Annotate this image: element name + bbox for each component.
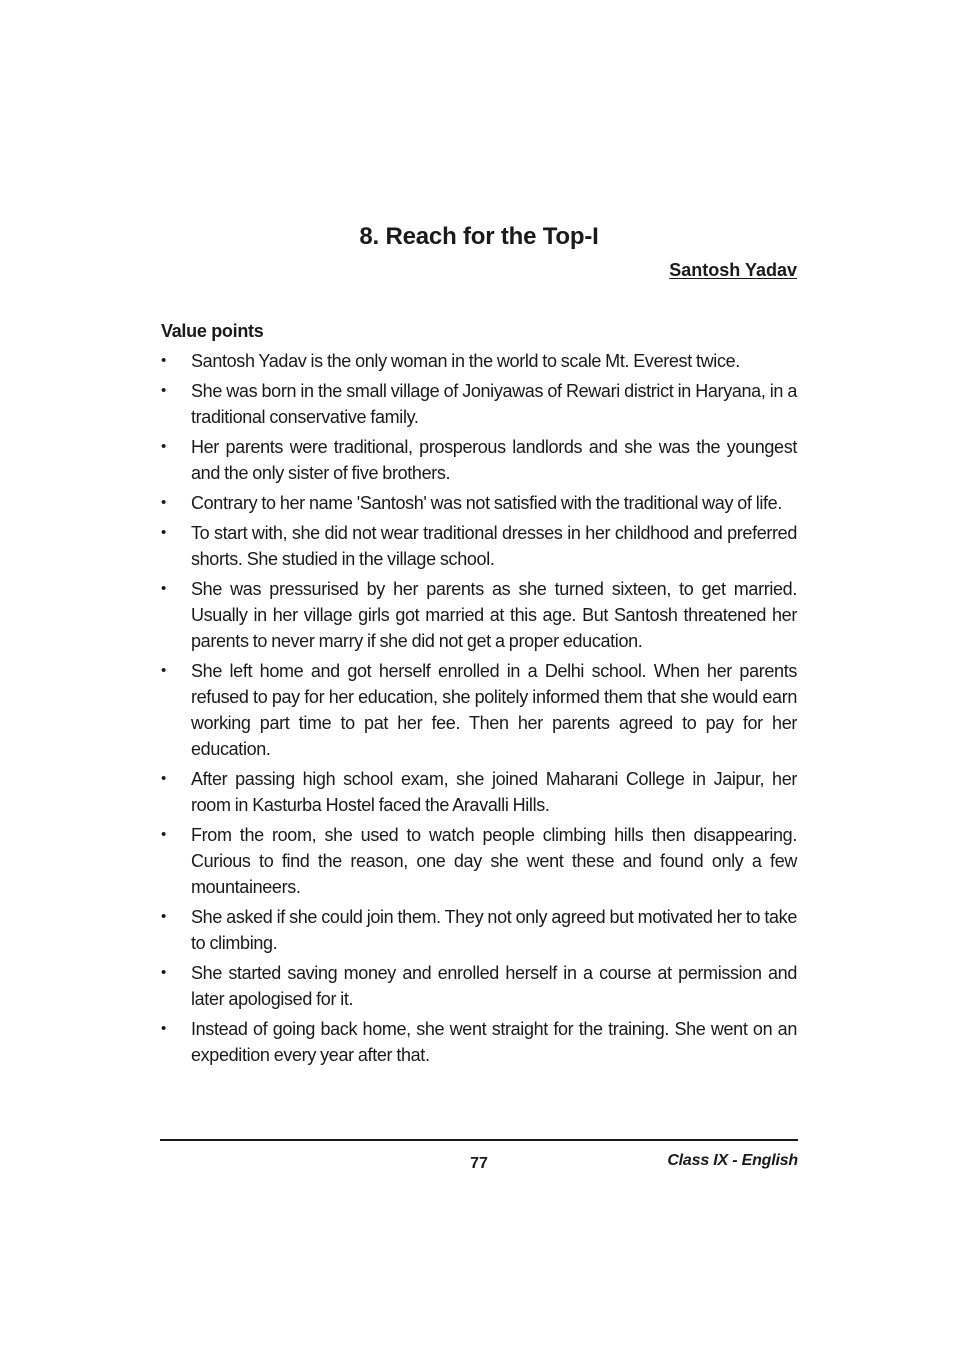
bullet-icon: • (161, 826, 166, 843)
bullet-icon: • (161, 438, 166, 455)
section-heading-value-points: Value points (161, 321, 264, 341)
list-item (161, 378, 797, 430)
list-item (161, 822, 797, 900)
author-name: Santosh Yadav (669, 260, 797, 280)
list-item (161, 904, 797, 956)
value-point-text: After passing high school exam, she joined Maharani College in Jaipur, her room in Kasturba Hostel faced the Aravalli Hills. (191, 769, 797, 815)
list-item (161, 520, 797, 572)
page-title: 8. Reach for the Top-I (359, 223, 599, 250)
bullet-icon: • (161, 964, 166, 981)
value-point-text: From the room, she used to watch people climbing hills then disappearing. Curious to find the reason, one day she went these and found only a few mountaineers. (191, 825, 797, 897)
value-point-text: She started saving money and enrolled herself in a course at permission and later apologised for it. (191, 963, 797, 1009)
value-point-text: Santosh Yadav is the only woman in the world to scale Mt. Everest twice. (191, 351, 740, 371)
bullet-icon: • (161, 524, 166, 541)
value-point-text: Her parents were traditional, prosperous landlords and she was the youngest and the only sister of five brothers. (191, 437, 797, 483)
value-point-text: Instead of going back home, she went straight for the training. She went on an expedition every year after that. (191, 1019, 797, 1065)
list-item (161, 658, 797, 762)
list-item (161, 348, 797, 374)
value-point-text: She asked if she could join them. They not only agreed but motivated her to take to climbing. (191, 907, 797, 953)
bullet-icon: • (161, 1020, 166, 1037)
page-number: 77 (470, 1155, 488, 1172)
footer-divider (160, 1139, 798, 1141)
list-item (161, 490, 797, 516)
value-point-text: She was pressurised by her parents as she turned sixteen, to get married. Usually in her village girls got married at this age. But Santosh threatened her parents to never marry if she did not get a proper education. (191, 579, 797, 651)
list-item (161, 766, 797, 818)
bullet-icon: • (161, 662, 166, 679)
bullet-icon: • (161, 770, 166, 787)
bullet-icon: • (161, 580, 166, 597)
list-item (161, 1016, 797, 1068)
bullet-icon: • (161, 352, 166, 369)
list-item (161, 434, 797, 486)
bullet-icon: • (161, 382, 166, 399)
list-item (161, 576, 797, 654)
list-item (161, 960, 797, 1012)
bullet-icon: • (161, 494, 166, 511)
footer-class-label: Class IX - English (667, 1152, 798, 1169)
value-point-text: She was born in the small village of Joniyawas of Rewari district in Haryana, in a traditional conservative family. (191, 381, 797, 427)
value-points-list (161, 348, 797, 1072)
value-point-text: To start with, she did not wear traditional dresses in her childhood and preferred shorts. She studied in the village school. (191, 523, 797, 569)
bullet-icon: • (161, 908, 166, 925)
value-point-text: She left home and got herself enrolled in a Delhi school. When her parents refused to pay for her education, she politely informed them that she would earn working part time to pat her fee. Then her parents agreed to pay for her education. (191, 661, 797, 759)
value-point-text: Contrary to her name 'Santosh' was not satisfied with the traditional way of life. (191, 493, 782, 513)
